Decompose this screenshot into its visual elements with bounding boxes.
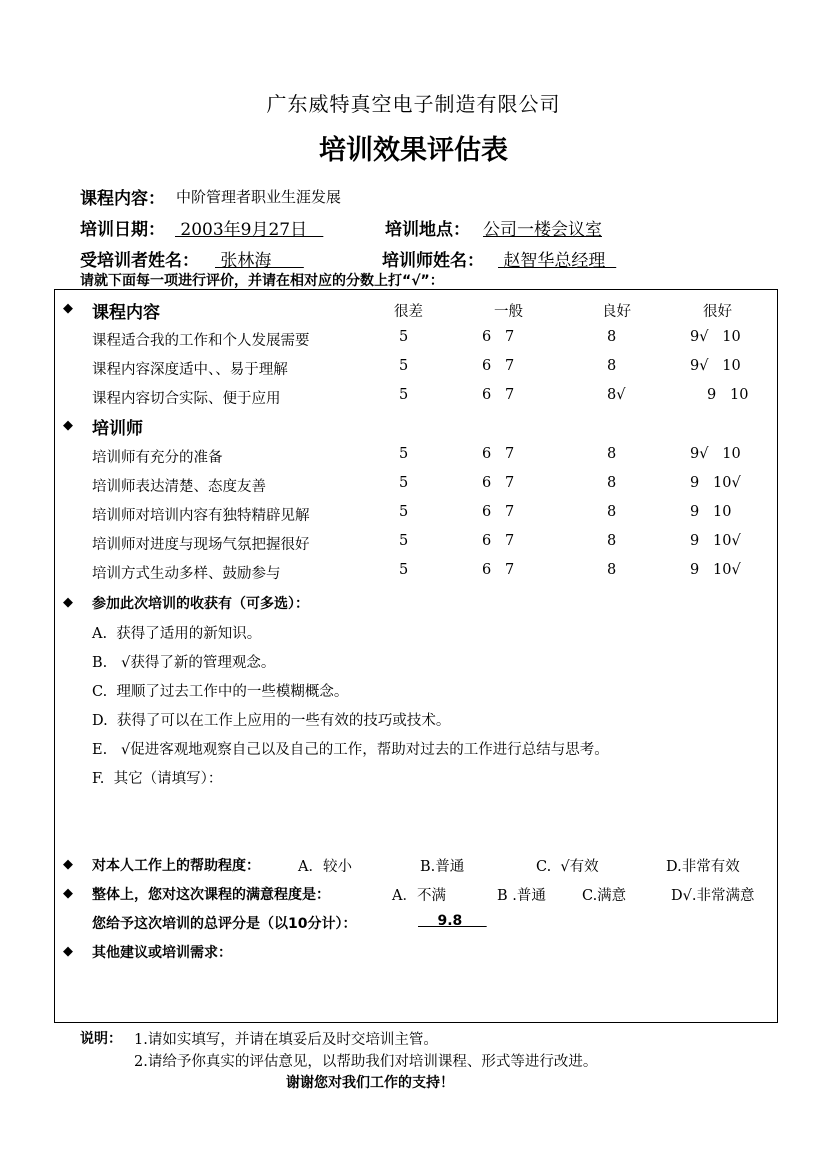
- score-8: 8: [607, 358, 617, 374]
- suggest-section-bullet: ◆: [63, 944, 73, 959]
- help-option-d: D.非常有效: [666, 859, 740, 875]
- score-8: 8: [607, 562, 617, 578]
- rating-header-excellent: 很好: [703, 304, 732, 320]
- score-5: 5: [399, 387, 409, 403]
- trainer-item-label: 培训师表达清楚、态度友善: [92, 479, 266, 495]
- trainer-item-label: 培训师对培训内容有独特精辟见解: [92, 508, 310, 524]
- training-place-label: 培训地点：: [385, 220, 470, 240]
- rating-header-average: 一般: [494, 304, 523, 320]
- course-content-value: 中阶管理者职业生涯发展: [176, 188, 342, 206]
- score-5: 5: [399, 475, 409, 491]
- score-9-10: 9√ 10: [690, 358, 741, 374]
- trainer-name-value: 赵智华总经理: [498, 251, 617, 271]
- course-section-title: 课程内容: [92, 303, 160, 323]
- score-9-10: 9√ 10: [690, 446, 741, 462]
- course-content-label: 课程内容：: [80, 189, 165, 209]
- instruction-text: 请就下面每一项进行评价，并请在相对应的分数上打“√”：: [80, 273, 444, 289]
- gains-section-bullet: ◆: [63, 595, 73, 610]
- score-6-7: 6 7: [482, 446, 515, 462]
- trainee-name-value: 张林海: [215, 251, 304, 271]
- training-date-value: 2003年9月27日: [175, 220, 324, 240]
- score-8: 8: [607, 475, 617, 491]
- gain-option: A. 获得了适用的新知识。: [92, 626, 262, 642]
- score-8: 8: [607, 329, 617, 345]
- score-6-7: 6 7: [482, 562, 515, 578]
- score-6-7: 6 7: [482, 533, 515, 549]
- thanks-text: 谢谢您对我们工作的支持！: [286, 1075, 454, 1091]
- score-6-7: 6 7: [482, 504, 515, 520]
- total-score-label: 您给予这次培训的总评分是（以10分计）：: [92, 916, 357, 932]
- course-item-label: 课程内容切合实际、便于应用: [92, 391, 281, 407]
- training-place-value: 公司一楼会议室: [483, 220, 602, 240]
- score-5: 5: [399, 329, 409, 345]
- course-item-label: 课程适合我的工作和个人发展需要: [92, 333, 310, 349]
- gain-option: C. 理顺了过去工作中的一些模糊概念。: [92, 684, 349, 700]
- trainer-section-bullet: ◆: [63, 418, 73, 433]
- trainer-item-label: 培训师有充分的准备: [92, 450, 223, 466]
- score-9-10: 9 10√: [690, 475, 741, 491]
- help-option-b: B.普通: [420, 859, 465, 875]
- course-item-label: 课程内容深度适中、、易于理解: [92, 362, 288, 378]
- gains-section-title: 参加此次培训的收获有（可多选）：: [92, 596, 309, 612]
- notes-line-1: 1.请如实填写，并请在填妥后及时交培训主管。: [134, 1032, 438, 1048]
- help-option-c: C. √有效: [536, 859, 599, 875]
- trainer-item-label: 培训方式生动多样、鼓励参与: [92, 566, 281, 582]
- satisfaction-option-d: D√.非常满意: [671, 888, 755, 904]
- satisfaction-option-a: A．不满: [392, 888, 446, 904]
- score-8: 8: [607, 533, 617, 549]
- company-name: 广东威特真空电子制造有限公司: [266, 92, 561, 116]
- form-title: 培训效果评估表: [319, 135, 508, 166]
- score-6-7: 6 7: [482, 358, 515, 374]
- score-6-7: 6 7: [482, 387, 515, 403]
- score-5: 5: [399, 358, 409, 374]
- trainer-item-label: 培训师对进度与现场气氛把握很好: [92, 537, 310, 553]
- total-score-value: 9.8: [418, 913, 487, 929]
- trainer-name-label: 培训师姓名：: [382, 251, 484, 271]
- gain-option: D. 获得了可以在工作上应用的一些有效的技巧或技术。: [92, 713, 451, 729]
- score-9-10: 9 10√: [690, 533, 741, 549]
- satisfaction-option-c: C.满意: [582, 888, 627, 904]
- help-section-title: 对本人工作上的帮助程度：: [92, 858, 260, 874]
- score-9-10: 9√ 10: [690, 329, 741, 345]
- rating-header-poor: 很差: [394, 304, 423, 320]
- gain-option: F. 其它（请填写）：: [92, 771, 223, 787]
- score-5: 5: [399, 446, 409, 462]
- score-5: 5: [399, 533, 409, 549]
- satisfaction-option-b: B .普通: [497, 888, 546, 904]
- satisfaction-section-title: 整体上，您对这次课程的满意程度是：: [92, 887, 330, 903]
- suggest-section-title: 其他建议或培训需求：: [92, 945, 232, 961]
- help-section-bullet: ◆: [63, 857, 73, 872]
- trainer-section-title: 培训师: [92, 419, 143, 439]
- score-5: 5: [399, 562, 409, 578]
- score-6-7: 6 7: [482, 475, 515, 491]
- rating-header-good: 良好: [602, 304, 631, 320]
- score-9-10: 9 10: [690, 504, 732, 520]
- training-date-label: 培训日期：: [80, 220, 165, 240]
- trainee-name-label: 受培训者姓名：: [80, 251, 199, 271]
- satisfaction-section-bullet: ◆: [63, 886, 73, 901]
- score-8: 8√: [607, 387, 626, 403]
- score-8: 8: [607, 504, 617, 520]
- course-section-bullet: ◆: [63, 301, 73, 316]
- help-option-a: A．较小: [298, 859, 352, 875]
- score-9-10: 9 10: [707, 387, 749, 403]
- notes-label: 说明：: [80, 1031, 122, 1047]
- score-5: 5: [399, 504, 409, 520]
- score-6-7: 6 7: [482, 329, 515, 345]
- notes-line-2: 2.请给予你真实的评估意见，以帮助我们对培训课程、形式等进行改进。: [134, 1054, 598, 1070]
- gain-option: B. √获得了新的管理观念。: [92, 655, 276, 671]
- score-8: 8: [607, 446, 617, 462]
- gain-option: E. √促进客观地观察自己以及自己的工作，帮助对过去的工作进行总结与思考。: [92, 742, 609, 758]
- score-9-10: 9 10√: [690, 562, 741, 578]
